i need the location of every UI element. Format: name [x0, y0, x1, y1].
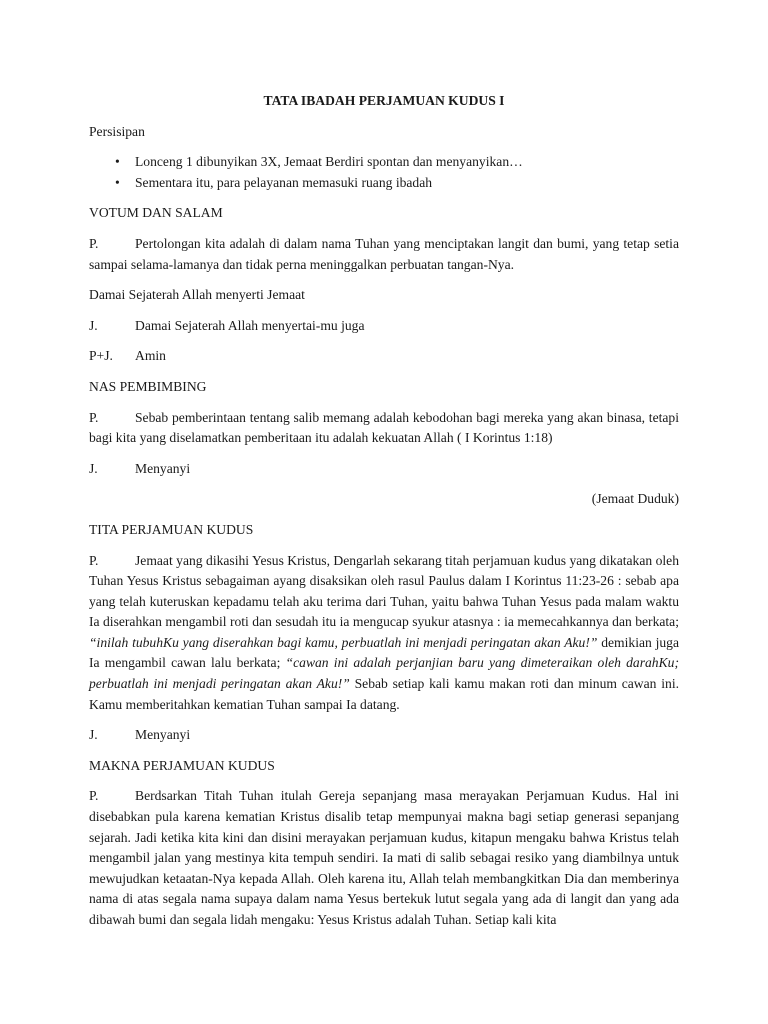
- nas-jemaat-line: [89, 459, 679, 480]
- section-votum-heading: VOTUM DAN SALAM: [89, 205, 223, 221]
- makna-pastor-paragraph: [89, 786, 679, 930]
- line-text: Damai Sejaterah Allah menyertai-mu juga: [135, 317, 365, 333]
- line-text: Amin: [135, 348, 166, 364]
- bullet-icon: •: [115, 174, 120, 190]
- section-nas-heading: NAS PEMBIMBING: [89, 378, 207, 394]
- persiapan-bullet-list: [89, 152, 679, 193]
- quote-text: “inilah tubuhKu yang diserahkan bagi kamu, perbuatlah ini menjadi peringatan akan Aku!”: [89, 634, 602, 650]
- paragraph-text: Berdsarkan Titah Tuhan itulah Gereja sepanjang masa merayakan Perjamuan Kudus. Hal ini disebabkan pula karena kematian Kristus disalib tetap mempunyai makna bagi setiap generasi sepanjang sejarah. Jadi ketika kita kini dan disini merayakan perjamuan kudus, kitapun mengaku bahwa Kristus telah mengambil jalan yang mestinya kita tempuh sendiri. Ia mati di salib sebagai resiko yang diambilnya untuk mewujudkan ketaatan-Nya kepada Allah. Oleh karena itu, Allah telah membangkitkan Dia dan memberinya nama di atas segala nama supaya dalam nama Yesus bertekuk lutut segala yang ada di langit dan yang ada dibawah bumi dan segala lidah mengaku: Yesus Kristus adalah Tuhan. Setiap kali kita: [89, 788, 679, 927]
- speaker-label: J.: [89, 727, 98, 743]
- paragraph-text: Sebab pemberintaan tentang salib memang adalah kebodohan bagi mereka yang akan binasa, tetapi bagi kita yang diselamatkan pemberitaan itu adalah kekuatan Allah ( I Korintus 1:18): [89, 409, 679, 446]
- votum-jemaat-line: [89, 316, 679, 337]
- paragraph-text: demikian juga Ia mengambil cawan lalu berkata;: [89, 634, 679, 671]
- speaker-label: P.: [89, 409, 99, 425]
- tita-jemaat-line: [89, 725, 679, 746]
- paragraph-text: Jemaat yang dikasihi Yesus Kristus, Dengarlah sekarang titah perjamuan kudus yang dikatakan oleh Tuhan Yesus Kristus sebagaiman ayang disaksikan oleh rasul Paulus dalam I Korintus 11:23-26 : sebab apa yang telah kuteruskan kepadamu telah aku terima dari Tuhan, yaitu bahwa Tuhan Yesus pada malam waktu Ia diserahkan mengambil roti dan sesudah itu ia mengucap syukur atasnya : ia memecahkannya dan berkata;: [89, 552, 679, 630]
- document-title: TATA IBADAH PERJAMUAN KUDUS I: [263, 93, 505, 108]
- jemaat-duduk-note: (Jemaat Duduk): [591, 491, 679, 507]
- line-text: Menyanyi: [135, 460, 191, 476]
- section-tita-heading: TITA PERJAMUAN KUDUS: [89, 521, 254, 537]
- section-makna-heading: MAKNA PERJAMUAN KUDUS: [89, 757, 275, 773]
- bullet-icon: •: [115, 154, 120, 170]
- votum-damai-line: Damai Sejaterah Allah menyerti Jemaat: [89, 287, 305, 303]
- speaker-label: P.: [89, 552, 99, 568]
- speaker-label: J.: [89, 317, 98, 333]
- bullet-text: Sementara itu, para pelayanan memasuki ruang ibadah: [135, 174, 433, 190]
- speaker-label: P.: [89, 235, 99, 251]
- speaker-label: P.: [89, 788, 99, 804]
- nas-pastor-paragraph: [89, 408, 679, 449]
- paragraph-text: Pertolongan kita adalah di dalam nama Tuhan yang menciptakan langit dan bumi, yang tetap setia sampai selama-lamanya dan tidak perna meninggalkan perbuatan tangan-Nya.: [89, 235, 679, 272]
- bullet-text: Lonceng 1 dibunyikan 3X, Jemaat Berdiri spontan dan menyanyikan…: [135, 154, 523, 170]
- paragraph-text: Sebab setiap kali kamu makan roti dan minum cawan ini. Kamu memberitahkan kematian Tuhan sampai Ia datang.: [89, 676, 679, 712]
- list-item: [89, 173, 679, 194]
- speaker-label: J.: [89, 460, 98, 476]
- line-text: Menyanyi: [135, 727, 191, 743]
- votum-amin-line: [89, 346, 679, 367]
- section-persiapan-heading: Persisipan: [89, 123, 145, 139]
- speaker-label: P+J.: [89, 348, 113, 364]
- quote-text: “cawan ini adalah perjanjian baru yang dimeteraikan oleh darahKu; perbuatlah ini menjadi peringatan akan Aku!”: [89, 655, 679, 692]
- votum-pastor-paragraph: [89, 234, 679, 275]
- list-item: [89, 152, 679, 173]
- tita-pastor-paragraph: [89, 551, 679, 716]
